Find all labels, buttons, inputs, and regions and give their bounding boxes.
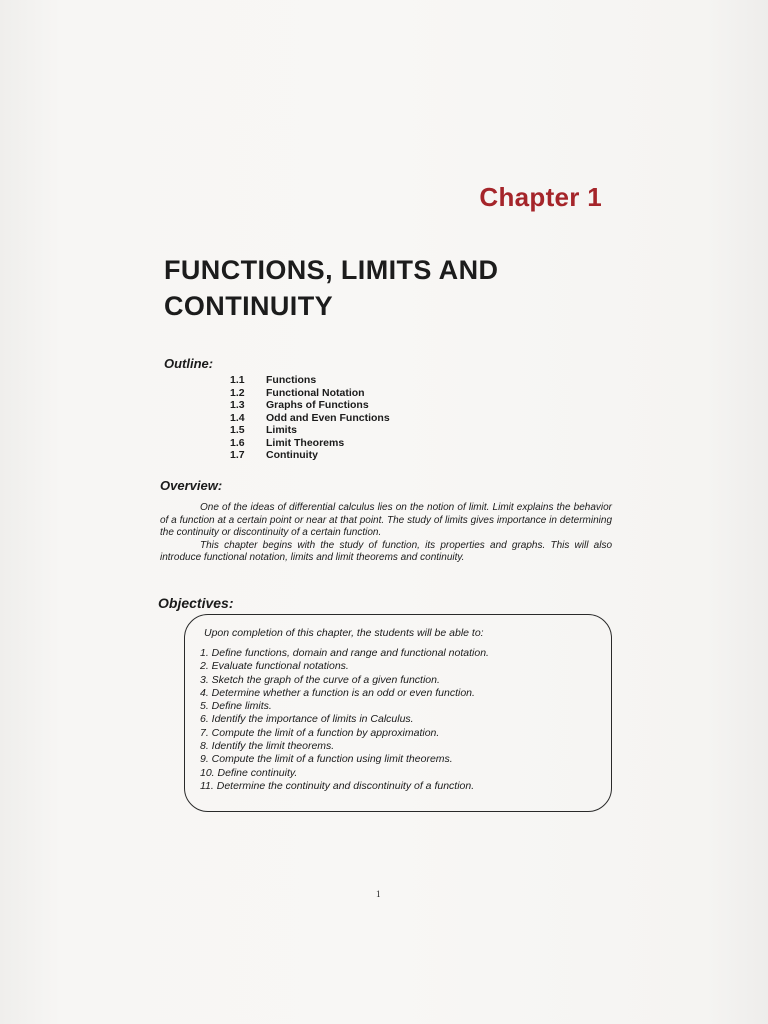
objective-item: 6. Identify the importance of limits in Calculus.: [200, 713, 414, 726]
outline-item-number: 1.7: [230, 449, 245, 461]
page-number: 1: [376, 889, 381, 899]
objective-item: 5. Define limits.: [200, 700, 272, 713]
objective-item: 9. Compute the limit of a function using limit theorems.: [200, 753, 453, 766]
outline-list: [230, 374, 390, 462]
outline-item-number: 1.2: [230, 386, 245, 399]
outline-item: [230, 424, 390, 437]
overview-body: [160, 502, 612, 565]
outline-item-label: Graphs of Functions: [266, 399, 369, 411]
outline-item: [230, 412, 390, 425]
objectives-intro: Upon completion of this chapter, the students will be able to:: [204, 627, 484, 639]
objective-item: 3. Sketch the graph of the curve of a given function.: [200, 673, 440, 686]
objectives-heading: Objectives:: [158, 595, 234, 611]
objective-item: 2. Evaluate functional notations.: [200, 660, 349, 673]
objective-item: 10. Define continuity.: [200, 766, 298, 779]
objective-item: 4. Determine whether a function is an odd or even function.: [200, 686, 475, 699]
outline-item-number: 1.6: [230, 436, 245, 449]
outline-item: [230, 374, 390, 387]
outline-item-number: 1.1: [230, 374, 245, 386]
outline-item-label: Functional Notation: [266, 386, 365, 399]
outline-item: [230, 437, 390, 450]
overview-paragraph: One of the ideas of differential calculus lies on the notion of limit. Limit explains the behavior of a function at a certain point or near at that point. The study of limits gives importance in determining the continuity or discontinuity of a certain function.: [160, 502, 612, 538]
outline-item: [230, 449, 390, 462]
overview-paragraph: This chapter begins with the study of function, its properties and graphs. This will also introduce functional notation, limits and limit theorems and continuity.: [160, 539, 612, 563]
chapter-title: FUNCTIONS, LIMITS AND CONTINUITY: [164, 255, 499, 321]
overview-heading: Overview:: [160, 478, 223, 493]
chapter-label: Chapter 1: [479, 182, 602, 212]
outline-item-label: Limits: [266, 424, 297, 436]
outline-item-label: Continuity: [266, 449, 318, 461]
outline-item-number: 1.4: [230, 411, 245, 424]
objectives-list: [200, 647, 489, 793]
outline-item: [230, 399, 390, 412]
objective-item: 11. Determine the continuity and discontinuity of a function.: [200, 779, 475, 792]
outline-item: [230, 387, 390, 400]
outline-item-number: 1.5: [230, 424, 245, 436]
objective-item: 1. Define functions, domain and range and functional notation.: [200, 647, 489, 659]
outline-item-label: Functions: [266, 374, 317, 386]
outline-item-label: Limit Theorems: [266, 436, 345, 449]
objective-item: 8. Identify the limit theorems.: [200, 740, 335, 753]
outline-item-label: Odd and Even Functions: [266, 411, 390, 424]
objective-item: 7. Compute the limit of a function by approximation.: [200, 726, 440, 739]
outline-item-number: 1.3: [230, 399, 245, 411]
outline-heading: Outline:: [164, 356, 214, 371]
